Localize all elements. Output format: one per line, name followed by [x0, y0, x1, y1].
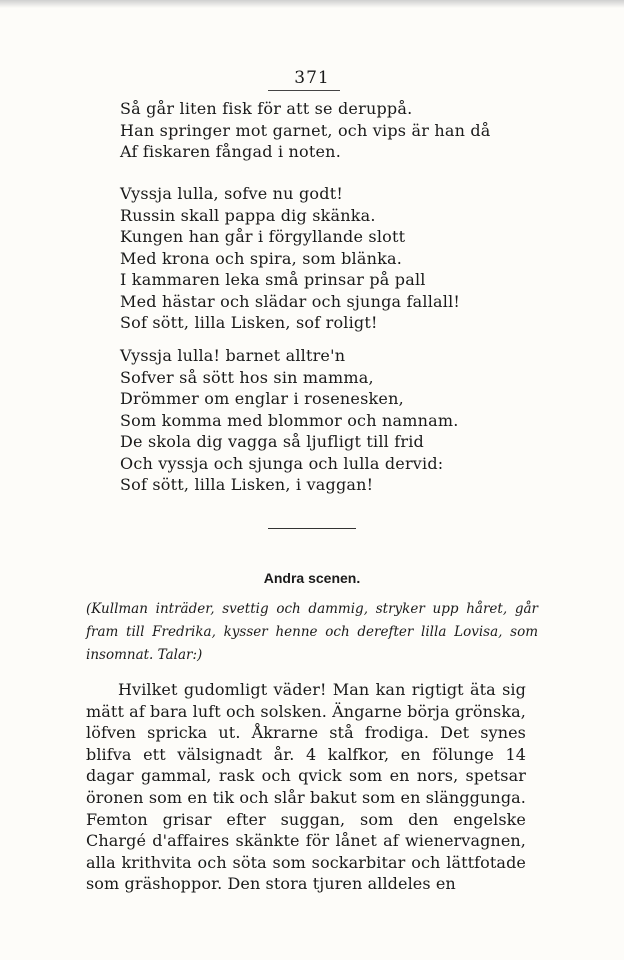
verse-line: Af fiskaren fångad i noten. — [120, 142, 341, 161]
poem-stanza-1 — [120, 98, 491, 163]
verse-line: De skola dig vagga så ljufligt till frid — [120, 432, 424, 451]
body-paragraph: Hvilket gudomligt väder! Man kan rigtigt äta sig mätt af bara luft och solsken. Ängarne börja grönska, löfven spricka ut. Åkrarne stå frodiga. Det synes blifva ett välsignadt år. 4 kalfkor, en fölunge 14 dagar gammal, rask och qvick som en nors, spetsar öronen som en tik och slår bakut som en slänggunga. Femton grisar efter suggan, som den engelske Chargé d'affaires skänkte för lånet af wienervagnen, alla krithvita och söta som sockarbitar och lättfotade som gräshoppor. Den stora tjuren alldeles en — [86, 680, 526, 894]
verse-line: Sof sött, lilla Lisken, sof roligt! — [120, 313, 378, 332]
verse-line: Sofver så sött hos sin mamma, — [120, 367, 374, 387]
verse-line: Med krona och spira, som blänka. — [120, 248, 403, 268]
page-top-edge — [0, 0, 624, 8]
verse-line: Drömmer om englar i rosenesken, — [120, 389, 404, 408]
page-number-rule — [268, 90, 340, 91]
section-divider — [268, 528, 356, 529]
verse-line: Vyssja lulla, sofve nu godt! — [120, 184, 343, 203]
page-number: 371 — [294, 68, 330, 88]
stage-direction: (Kullman inträder, svettig och dammig, stryker upp håret, går fram till Fredrika, kysser henne och derefter lilla Lovisa, som insomnat. Talar:) — [86, 601, 538, 663]
verse-line: Han springer mot garnet, och vips är han då — [120, 120, 491, 140]
poem-stanza-3 — [120, 345, 459, 496]
verse-line: Sof sött, lilla Lisken, i vaggan! — [120, 475, 374, 494]
verse-line: Med hästar och slädar och sjunga fallall! — [120, 291, 461, 311]
verse-line: Och vyssja och sjunga och lulla dervid: — [120, 453, 444, 473]
verse-line: Vyssja lulla! barnet alltre'n — [120, 346, 346, 365]
verse-line: Kungen han går i förgyllande slott — [120, 227, 406, 246]
verse-line: Så går liten fisk för att se deruppå. — [120, 99, 413, 118]
verse-line: Russin skall pappa dig skänka. — [120, 205, 376, 225]
scene-heading: Andra scenen. — [263, 570, 361, 586]
poem-stanza-2 — [120, 183, 460, 334]
verse-line: I kammaren leka små prinsar på pall — [120, 270, 426, 289]
verse-line: Som komma med blommor och namnam. — [120, 410, 459, 430]
